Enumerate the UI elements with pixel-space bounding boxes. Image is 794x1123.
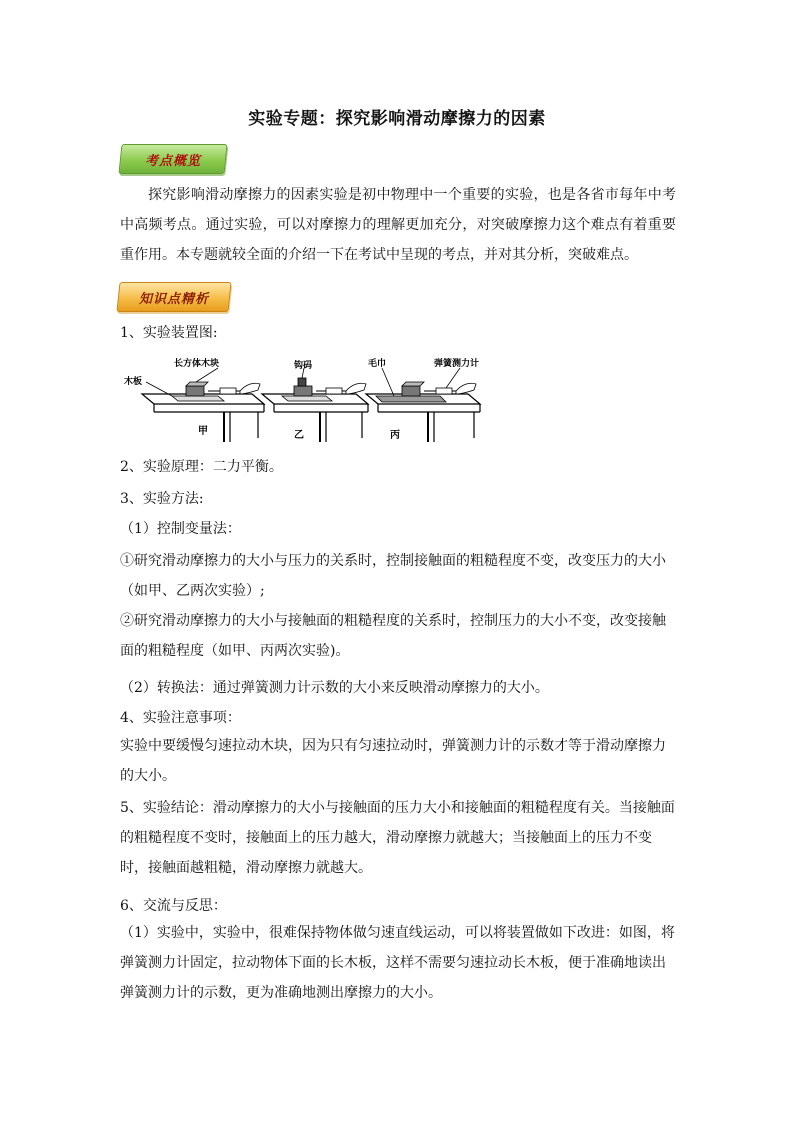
setup-c (366, 368, 480, 442)
section-badge-analysis (116, 282, 231, 312)
section-6-heading: 6、交流与反思： (120, 898, 227, 914)
method-1-heading: （1）控制变量法： (120, 521, 241, 537)
section-3-heading: 3、实验方法: (120, 491, 204, 507)
caption-c: 丙 (390, 430, 400, 441)
method-1b-paragraph: ②研究滑动摩擦力的大小与接触面的粗糙程度的关系时，控制压力的大小不变，改变接触面的粗糙程度（如甲、丙两次实验)。 (120, 613, 666, 659)
label-towel: 毛巾 (368, 359, 387, 369)
caption-b: 乙 (294, 430, 304, 441)
apparatus-figure (124, 354, 502, 444)
label-weight: 钩码 (294, 361, 313, 371)
label-block: 长方体木块 (174, 359, 220, 369)
method-2: （2）转换法：通过弹簧测力计示数的大小来反映滑动摩擦力的大小。 (120, 680, 549, 696)
section-badge-overview (118, 144, 227, 174)
intro-paragraph: 探究影响滑动摩擦力的因素实验是初中物理中一个重要的实验，也是各省市每年中考中高频考点。通过实验，可以对摩擦力的理解更加充分，对突破摩擦力这个难点有着重要重作用。本专题就较全面的介绍一下在考试中呈现的考点，并对其分析，突破难点。 (120, 187, 676, 263)
badge-analysis-label: 知识点精析 (138, 291, 209, 307)
section-1-heading: 1、实验装置图: (120, 325, 218, 341)
caption-a: 甲 (198, 426, 208, 437)
label-board: 木板 (124, 377, 143, 387)
conclusion-paragraph: 5、实验结论：滑动摩擦力的大小与接触面的压力大小和接触面的粗糙程度有关。当接触面的粗糙程度不变时，接触面上的压力越大，滑动摩擦力就越大；当接触面上的压力不变时，接触面越粗糙，滑动摩擦力就越大。 (120, 800, 675, 876)
method-1a-paragraph: ①研究滑动摩擦力的大小与压力的关系时，控制接触面的粗糙程度不变，改变压力的大小（如甲、乙两次实验）; (120, 553, 666, 599)
notes-paragraph: 实验中要缓慢匀速拉动木块，因为只有匀速拉动时，弹簧测力计的示数才等于滑动摩擦力的大小。 (120, 738, 666, 784)
section-4-heading: 4、实验注意事项： (120, 710, 241, 726)
label-spring: 弹簧测力计 (434, 359, 480, 369)
reflection-paragraph: （1）实验中，实验中，很难保持物体做匀速直线运动，可以将装置做如下改进：如图，将弹簧测力计固定，拉动物体下面的长木板，这样不需要匀速拉动长木板，便于准确地读出弹簧测力计的示数，更为准确地测出摩擦力的大小。 (120, 925, 675, 1001)
badge-overview-label: 考点概览 (144, 153, 201, 169)
page-title: 实验专题：探究影响滑动摩擦力的因素 (248, 109, 546, 129)
section-2: 2、实验原理：二力平衡。 (120, 459, 283, 475)
setup-b (262, 368, 368, 442)
